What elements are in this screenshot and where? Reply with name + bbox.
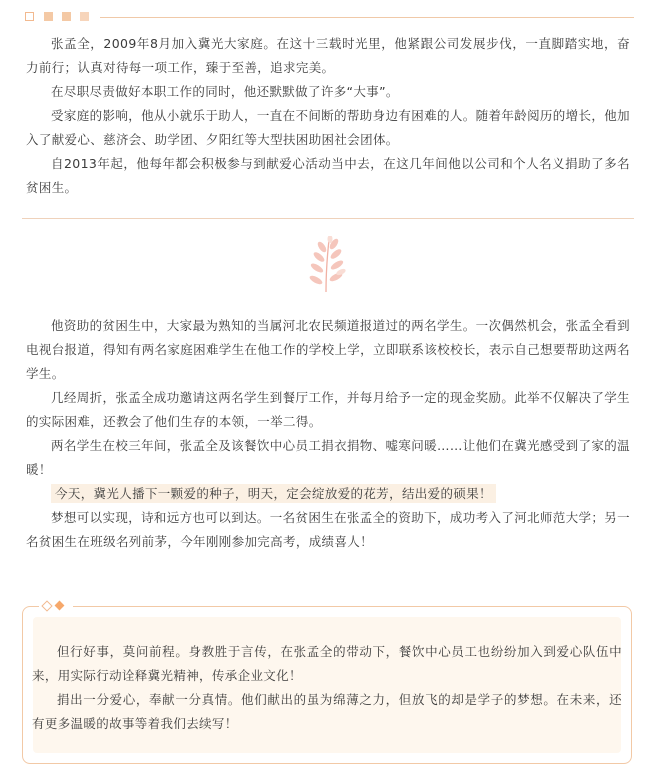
leaf-sprig-icon: [301, 236, 351, 294]
story-paragraph-4: 梦想可以实现，诗和远方也可以到达。一名贫困生在张孟全的资助下，成功考入了河北师范大学；另一名贫困生在班级名列前茅，今年刚刚参加完高考，成绩喜人！: [26, 510, 630, 549]
top-rule-line: [100, 17, 634, 18]
deco-diamond: [41, 600, 52, 611]
top-decoration: [22, 10, 634, 24]
intro-paragraph-3: 受家庭的影响，他从小就乐于助人，一直在不间断的帮助身边有困难的人。随着年龄阅历的增长，他加入了献爱心、慈济会、助学团、夕阳红等大型扶困助困社会团体。: [26, 108, 630, 147]
story-paragraph-3: 两名学生在校三年间，张孟全及该餐饮中心员工捐衣捐物、嘘寒问暖……让他们在冀光感受到了家的温暖！: [26, 438, 630, 477]
closing-section: [32, 640, 622, 736]
story-paragraph-1: 他资助的贫困生中，大家最为熟知的当属河北农民频道报道过的两名学生。一次偶然机会，张孟全看到电视台报道，得知有两名家庭困难学生在他工作的学校上学，立即联系该校校长，表示自己想要帮助这两名学生。: [26, 318, 630, 381]
story-highlight-row: [26, 482, 630, 506]
story-highlight: 今天，冀光人播下一颗爱的种子，明天，定会绽放爱的花芳，结出爱的硕果！: [51, 484, 496, 503]
intro-paragraph-4: 自2013年起，他每年都会积极参与到献爱心活动当中去，在这几年间他以公司和个人名义捐助了多名贫困生。: [26, 156, 630, 195]
deco-square: [25, 12, 34, 21]
story-section: [26, 314, 630, 554]
intro-section: [26, 32, 630, 200]
closing-paragraph-1: 但行好事，莫问前程。身教胜于言传，在张孟全的带动下，餐饮中心员工也纷纷加入到爱心队伍中来，用实际行动诠释冀光精神，传承企业文化！: [32, 644, 622, 683]
deco-diamond: [55, 601, 65, 611]
section-divider: [22, 218, 634, 219]
story-paragraph-2: 几经周折，张孟全成功邀请这两名学生到餐厅工作，并每月给予一定的现金奖励。此举不仅解决了学生的实际困难，还教会了他们生存的本领，一举二得。: [26, 390, 630, 429]
closing-paragraph-2: 捐出一分爱心，奉献一分真情。他们献出的虽为绵薄之力，但放飞的却是学子的梦想。在未来，还有更多温暖的故事等着我们去续写！: [32, 692, 622, 731]
deco-square: [44, 12, 53, 21]
intro-paragraph-1: 张孟全，2009年8月加入冀光大家庭。在这十三载时光里，他紧跟公司发展步伐，一直脚踏实地，奋力前行；认真对待每一项工作，臻于至善，追求完美。: [26, 36, 630, 75]
deco-square: [62, 12, 71, 21]
deco-square: [80, 12, 89, 21]
frame-diamond-tab: [39, 601, 73, 613]
intro-paragraph-2: 在尽职尽责做好本职工作的同时，他还默默做了许多“大事”。: [51, 84, 399, 99]
